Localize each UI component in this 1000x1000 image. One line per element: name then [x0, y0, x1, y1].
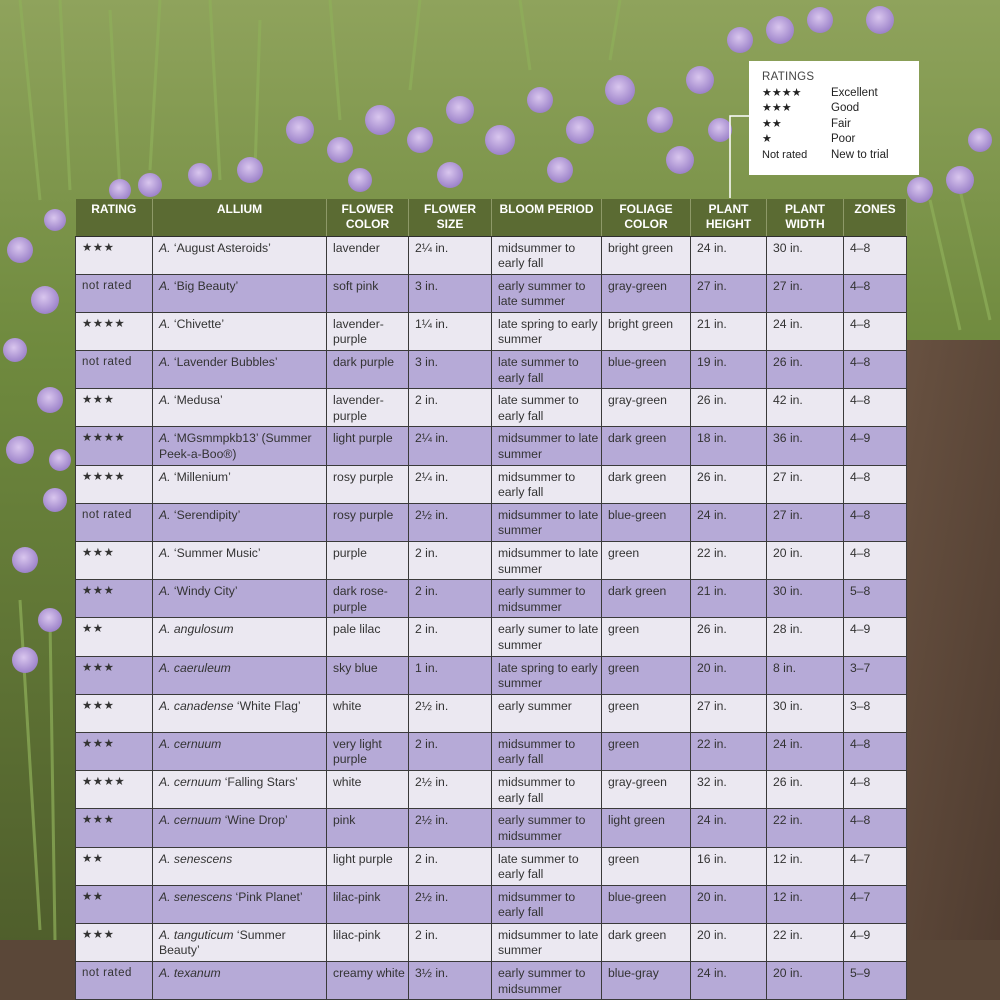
plant-height-cell: 22 in. — [691, 542, 767, 580]
foliage-color-cell: green — [602, 732, 691, 770]
plant-width-cell: 30 in. — [767, 694, 844, 732]
bloom-period-cell: early summer to midsummer — [492, 580, 602, 618]
flower-color-cell: lilac-pink — [327, 923, 409, 961]
plant-height-cell: 20 in. — [691, 885, 767, 923]
foliage-color-cell: bright green — [602, 236, 691, 274]
flower-color-cell: pale lilac — [327, 618, 409, 656]
allium-cell — [153, 389, 327, 427]
bloom-period-cell: midsummer to early fall — [492, 732, 602, 770]
table-row — [76, 236, 907, 274]
allium-cell — [153, 465, 327, 503]
rating-cell: not rated — [76, 503, 153, 541]
flower-color-cell: light purple — [327, 847, 409, 885]
allium-cell — [153, 732, 327, 770]
foliage-color-cell: blue-green — [602, 351, 691, 389]
flower-color-cell: dark purple — [327, 351, 409, 389]
legend-label: New to trial — [831, 148, 889, 161]
flower-size-cell: 2 in. — [409, 732, 492, 770]
rating-cell: ★★★★ — [76, 427, 153, 465]
flower-color-cell: soft pink — [327, 274, 409, 312]
flower-size-cell: 2 in. — [409, 542, 492, 580]
plant-height-cell: 27 in. — [691, 694, 767, 732]
allium-cultivar-name: ‘Summer Music’ — [170, 546, 261, 560]
legend-label: Good — [831, 102, 860, 114]
rating-cell: ★★ — [76, 847, 153, 885]
flower-color-cell: white — [327, 694, 409, 732]
table-row — [76, 427, 907, 465]
rating-cell: ★★★ — [76, 732, 153, 770]
bloom-period-cell: late spring to early summer — [492, 312, 602, 350]
table-row — [76, 542, 907, 580]
plant-height-cell: 26 in. — [691, 618, 767, 656]
allium-cultivar-name: ‘Windy City’ — [170, 584, 238, 599]
column-header: ALLIUM — [153, 199, 327, 236]
allium-cell — [153, 809, 327, 847]
allium-species-name: A. — [159, 316, 171, 331]
bloom-period-cell: midsummer to late summer — [492, 542, 602, 580]
foliage-color-cell: green — [602, 542, 691, 580]
plant-width-cell: 42 in. — [767, 389, 844, 427]
allium-species-name: A. canadense — [159, 698, 234, 713]
column-header: FOLIAGE COLOR — [602, 199, 691, 236]
rating-cell: not rated — [76, 962, 153, 1000]
allium-species-name: A. cernuum — [159, 813, 222, 828]
foliage-color-cell: dark green — [602, 427, 691, 465]
zones-cell: 4–8 — [844, 732, 907, 770]
rating-cell: ★★★ — [76, 694, 153, 732]
plant-height-cell: 21 in. — [691, 580, 767, 618]
column-header: PLANT WIDTH — [767, 199, 844, 236]
legend-row — [762, 117, 909, 133]
foliage-color-cell: bright green — [602, 312, 691, 350]
bloom-period-cell: midsummer to late summer — [492, 503, 602, 541]
rating-cell: ★★★ — [76, 389, 153, 427]
allium-species-name: A. — [159, 546, 171, 560]
foliage-color-cell: dark green — [602, 580, 691, 618]
bloom-period-cell: late summer to early fall — [492, 351, 602, 389]
allium-species-name: A. — [159, 507, 171, 522]
allium-cultivar-name: ‘Lavender Bubbles’ — [170, 355, 278, 370]
zones-cell: 4–8 — [844, 542, 907, 580]
allium-cell — [153, 885, 327, 923]
allium-cell — [153, 618, 327, 656]
plant-height-cell: 20 in. — [691, 656, 767, 694]
allium-species-name: A. — [159, 240, 171, 255]
bloom-period-cell: early summer to late summer — [492, 274, 602, 312]
allium-cell — [153, 847, 327, 885]
flower-size-cell: 2 in. — [409, 389, 492, 427]
plant-height-cell: 19 in. — [691, 351, 767, 389]
plant-height-cell: 22 in. — [691, 732, 767, 770]
allium-species-name: A. — [159, 431, 171, 446]
allium-cell — [153, 274, 327, 312]
zones-cell: 4–9 — [844, 427, 907, 465]
column-header: RATING — [76, 199, 153, 236]
column-header: FLOWER COLOR — [327, 199, 409, 236]
plant-width-cell: 26 in. — [767, 351, 844, 389]
foliage-color-cell: green — [602, 847, 691, 885]
flower-size-cell: 2 in. — [409, 923, 492, 961]
allium-cultivar-name: ‘Chivette’ — [170, 316, 225, 331]
flower-size-cell: 2½ in. — [409, 885, 492, 923]
plant-height-cell: 18 in. — [691, 427, 767, 465]
plant-width-cell: 12 in. — [767, 847, 844, 885]
flower-size-cell: 2½ in. — [409, 771, 492, 809]
flower-color-cell: lavender-purple — [327, 312, 409, 350]
column-header: PLANT HEIGHT — [691, 199, 767, 236]
allium-cultivar-name: ‘Big Beauty’ — [170, 278, 239, 293]
allium-cell — [153, 694, 327, 732]
table-row — [76, 694, 907, 732]
allium-cultivar-name: ‘Serendipity’ — [170, 507, 241, 522]
plant-height-cell: 20 in. — [691, 923, 767, 961]
plant-height-cell: 26 in. — [691, 389, 767, 427]
ratings-legend — [749, 61, 919, 175]
allium-species-name: A. — [159, 355, 171, 370]
table-row — [76, 847, 907, 885]
bloom-period-cell: early summer to midsummer — [492, 962, 602, 1000]
zones-cell: 4–8 — [844, 389, 907, 427]
plant-height-cell: 24 in. — [691, 503, 767, 541]
legend-symbol: Not rated — [762, 148, 808, 161]
flower-color-cell: creamy white — [327, 962, 409, 1000]
foliage-color-cell: light green — [602, 809, 691, 847]
plant-width-cell: 24 in. — [767, 732, 844, 770]
allium-species-name: A. caeruleum — [159, 660, 231, 675]
table-row — [76, 465, 907, 503]
table-row — [76, 503, 907, 541]
zones-cell: 4–8 — [844, 503, 907, 541]
allium-cell — [153, 656, 327, 694]
table-row — [76, 732, 907, 770]
bloom-period-cell: early sumer to late summer — [492, 618, 602, 656]
plant-width-cell: 8 in. — [767, 656, 844, 694]
flower-size-cell: 3 in. — [409, 351, 492, 389]
legend-row — [762, 148, 909, 164]
foliage-color-cell: green — [602, 618, 691, 656]
legend-symbol: ★ — [762, 133, 772, 145]
bloom-period-cell: midsummer to early fall — [492, 885, 602, 923]
table-row — [76, 351, 907, 389]
flower-color-cell: rosy purple — [327, 465, 409, 503]
column-header: BLOOM PERIOD — [492, 199, 602, 236]
flower-color-cell: white — [327, 771, 409, 809]
table-row — [76, 656, 907, 694]
flower-color-cell: lavender-purple — [327, 389, 409, 427]
plant-width-cell: 24 in. — [767, 312, 844, 350]
allium-species-name: A. texanum — [159, 966, 221, 981]
legend-symbol: ★★★★ — [762, 86, 802, 99]
allium-cultivar-name: ‘Summer Beauty’ — [159, 927, 286, 958]
flower-size-cell: 3½ in. — [409, 962, 492, 1000]
plant-height-cell: 26 in. — [691, 465, 767, 503]
plant-width-cell: 20 in. — [767, 542, 844, 580]
allium-cell — [153, 962, 327, 1000]
legend-row — [762, 132, 909, 148]
table-row — [76, 312, 907, 350]
plant-width-cell: 26 in. — [767, 771, 844, 809]
foliage-color-cell: green — [602, 656, 691, 694]
column-header: ZONES — [844, 199, 907, 236]
flower-color-cell: lilac-pink — [327, 885, 409, 923]
zones-cell: 4–8 — [844, 312, 907, 350]
allium-species-name: A. cernuum — [159, 736, 222, 751]
flower-size-cell: 2¼ in. — [409, 236, 492, 274]
flower-color-cell: rosy purple — [327, 503, 409, 541]
plant-height-cell: 24 in. — [691, 236, 767, 274]
table-body — [76, 236, 907, 1000]
rating-cell: ★★★★ — [76, 771, 153, 809]
zones-cell: 4–8 — [844, 771, 907, 809]
plant-height-cell: 32 in. — [691, 771, 767, 809]
allium-cell — [153, 427, 327, 465]
allium-cultivar-name: ‘August Asteroids’ — [170, 240, 271, 255]
table-row — [76, 771, 907, 809]
allium-cultivar-name: ‘White Flag’ — [233, 698, 301, 713]
plant-width-cell: 27 in. — [767, 274, 844, 312]
rating-cell: ★★★ — [76, 542, 153, 580]
allium-cell — [153, 236, 327, 274]
plant-width-cell: 22 in. — [767, 809, 844, 847]
bloom-period-cell: midsummer to late summer — [492, 923, 602, 961]
foliage-color-cell: green — [602, 694, 691, 732]
zones-cell: 4–8 — [844, 274, 907, 312]
plant-height-cell: 24 in. — [691, 809, 767, 847]
plant-width-cell: 28 in. — [767, 618, 844, 656]
plant-width-cell: 27 in. — [767, 465, 844, 503]
bloom-period-cell: early summer — [492, 694, 602, 732]
allium-cultivar-name: ‘Pink Planet’ — [232, 889, 303, 904]
plant-width-cell: 36 in. — [767, 427, 844, 465]
column-header: FLOWER SIZE — [409, 199, 492, 236]
plant-height-cell: 27 in. — [691, 274, 767, 312]
allium-species-name: A. — [159, 278, 171, 293]
flower-color-cell: purple — [327, 542, 409, 580]
flower-size-cell: 2½ in. — [409, 503, 492, 541]
allium-cell — [153, 580, 327, 618]
flower-size-cell: 3 in. — [409, 274, 492, 312]
zones-cell: 4–8 — [844, 236, 907, 274]
legend-row — [762, 101, 909, 117]
zones-cell: 4–8 — [844, 351, 907, 389]
rating-cell: ★★ — [76, 618, 153, 656]
table-row — [76, 962, 907, 1000]
foliage-color-cell: blue-green — [602, 503, 691, 541]
rating-cell: ★★★★ — [76, 465, 153, 503]
allium-species-name: A. senescens — [159, 889, 233, 904]
flower-size-cell: 2 in. — [409, 847, 492, 885]
allium-species-name: A. cernuum — [159, 775, 222, 790]
allium-cultivar-name: ‘Wine Drop’ — [221, 813, 288, 828]
allium-comparison-table — [75, 199, 907, 1000]
plant-width-cell: 27 in. — [767, 503, 844, 541]
table-row — [76, 274, 907, 312]
plant-height-cell: 21 in. — [691, 312, 767, 350]
legend-symbol: ★★ — [762, 117, 782, 130]
allium-species-name: A. senescens — [159, 851, 233, 866]
allium-cell — [153, 312, 327, 350]
allium-species-name: A. — [159, 393, 171, 408]
table-row — [76, 580, 907, 618]
allium-species-name: A. — [159, 469, 171, 484]
table-row — [76, 618, 907, 656]
flower-size-cell: 2¼ in. — [409, 465, 492, 503]
flower-size-cell: 2¼ in. — [409, 427, 492, 465]
table-header-row — [76, 199, 907, 236]
bloom-period-cell: midsummer to early fall — [492, 465, 602, 503]
rating-cell: ★★★ — [76, 236, 153, 274]
allium-cell — [153, 351, 327, 389]
table-row — [76, 809, 907, 847]
plant-width-cell: 22 in. — [767, 923, 844, 961]
rating-cell: not rated — [76, 274, 153, 312]
bloom-period-cell: midsummer to early fall — [492, 771, 602, 809]
bloom-period-cell: late summer to early fall — [492, 847, 602, 885]
bloom-period-cell: late summer to early fall — [492, 389, 602, 427]
foliage-color-cell: gray-green — [602, 389, 691, 427]
flower-size-cell: 1¼ in. — [409, 312, 492, 350]
plant-width-cell: 30 in. — [767, 236, 844, 274]
flower-size-cell: 1 in. — [409, 656, 492, 694]
allium-cell — [153, 542, 327, 580]
rating-cell: ★★★ — [76, 923, 153, 961]
allium-species-name: A. angulosum — [159, 622, 234, 637]
flower-size-cell: 2½ in. — [409, 694, 492, 732]
zones-cell: 5–9 — [844, 962, 907, 1000]
foliage-color-cell: blue-green — [602, 885, 691, 923]
legend-label: Excellent — [831, 86, 878, 99]
flower-size-cell: 2 in. — [409, 618, 492, 656]
rating-cell: ★★ — [76, 885, 153, 923]
rating-cell: ★★★★ — [76, 312, 153, 350]
plant-width-cell: 30 in. — [767, 580, 844, 618]
flower-color-cell: sky blue — [327, 656, 409, 694]
rating-cell: not rated — [76, 351, 153, 389]
allium-species-name: A. — [159, 584, 171, 599]
flower-color-cell: light purple — [327, 427, 409, 465]
bloom-period-cell: midsummer to late summer — [492, 427, 602, 465]
legend-pointer-line — [729, 115, 749, 198]
zones-cell: 4–8 — [844, 465, 907, 503]
flower-size-cell: 2 in. — [409, 580, 492, 618]
rating-cell: ★★★ — [76, 809, 153, 847]
zones-cell: 3–8 — [844, 694, 907, 732]
bloom-period-cell: late spring to early summer — [492, 656, 602, 694]
plant-width-cell: 12 in. — [767, 885, 844, 923]
allium-cell — [153, 923, 327, 961]
rating-cell: ★★★ — [76, 656, 153, 694]
allium-cell — [153, 503, 327, 541]
flower-color-cell: pink — [327, 809, 409, 847]
table-row — [76, 389, 907, 427]
flower-color-cell: very light purple — [327, 732, 409, 770]
plant-height-cell: 24 in. — [691, 962, 767, 1000]
foliage-color-cell: gray-green — [602, 771, 691, 809]
zones-cell: 4–9 — [844, 618, 907, 656]
flower-color-cell: lavender — [327, 236, 409, 274]
allium-cultivar-name: ‘Medusa’ — [170, 393, 223, 408]
zones-cell: 4–9 — [844, 923, 907, 961]
legend-label: Poor — [831, 133, 856, 145]
foliage-color-cell: dark green — [602, 923, 691, 961]
allium-species-name: A. tanguticum — [159, 927, 234, 942]
table-row — [76, 885, 907, 923]
table-row — [76, 923, 907, 961]
plant-width-cell: 20 in. — [767, 962, 844, 1000]
flower-size-cell: 2½ in. — [409, 809, 492, 847]
legend-row — [762, 86, 909, 102]
allium-cultivar-name: ‘Falling Stars’ — [221, 775, 298, 790]
foliage-color-cell: gray-green — [602, 274, 691, 312]
zones-cell: 4–7 — [844, 847, 907, 885]
legend-title: RATINGS — [762, 71, 815, 83]
zones-cell: 4–8 — [844, 809, 907, 847]
legend-symbol: ★★★ — [762, 102, 792, 114]
foliage-color-cell: blue-gray — [602, 962, 691, 1000]
zones-cell: 5–8 — [844, 580, 907, 618]
foliage-color-cell: dark green — [602, 465, 691, 503]
rating-cell: ★★★ — [76, 580, 153, 618]
bloom-period-cell: early summer to midsummer — [492, 809, 602, 847]
zones-cell: 3–7 — [844, 656, 907, 694]
flower-color-cell: dark rose-purple — [327, 580, 409, 618]
allium-cell — [153, 771, 327, 809]
plant-height-cell: 16 in. — [691, 847, 767, 885]
bloom-period-cell: midsummer to early fall — [492, 236, 602, 274]
legend-label: Fair — [831, 117, 851, 130]
allium-cultivar-name: ‘Millenium’ — [170, 469, 231, 484]
zones-cell: 4–7 — [844, 885, 907, 923]
allium-cultivar-name: ‘MGsmmpkb13’ (Summer Peek-a-Boo®) — [159, 431, 312, 461]
